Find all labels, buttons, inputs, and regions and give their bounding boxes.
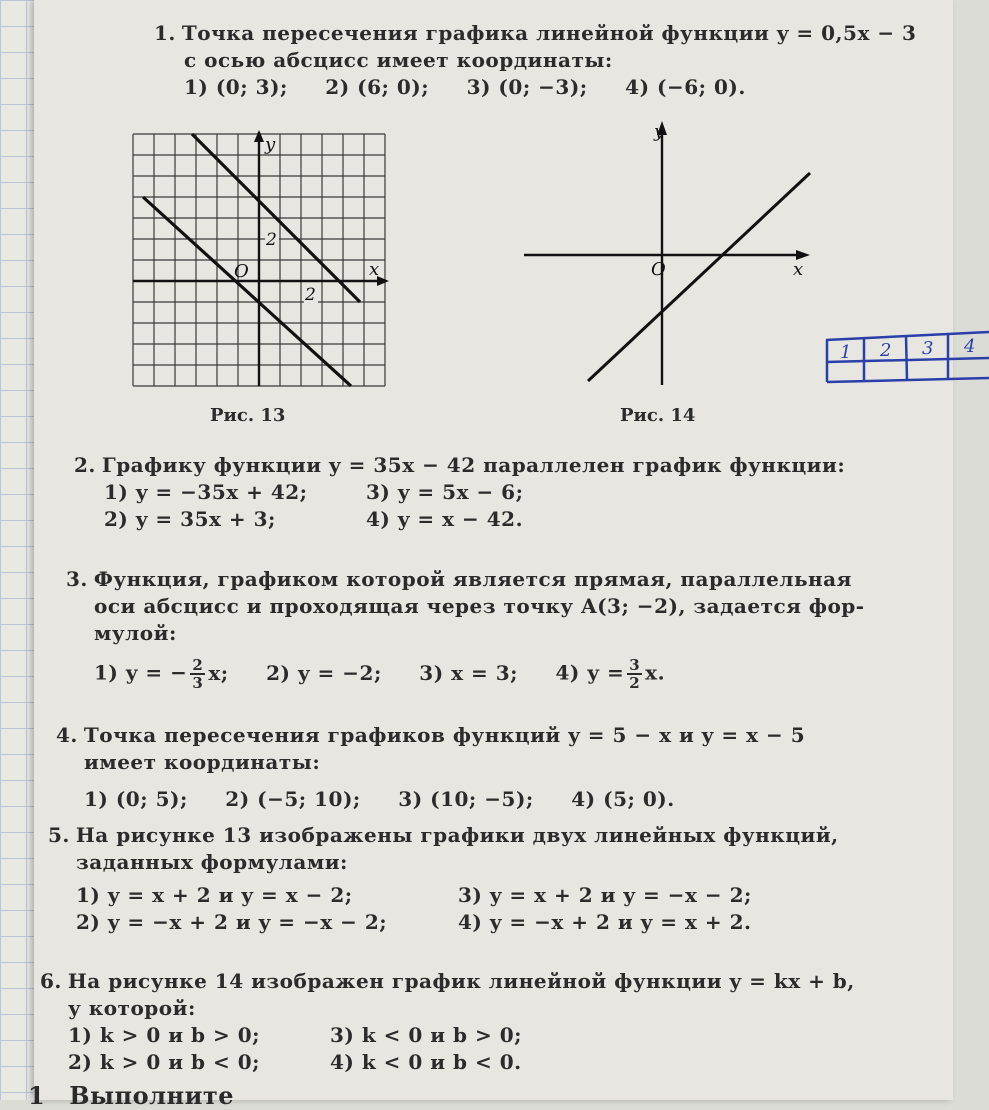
label-2y: 2 xyxy=(266,230,277,250)
option: 3) k < 0 и b > 0; xyxy=(330,1023,523,1047)
figure-14-graph xyxy=(514,115,814,395)
option: 3) y = 5x − 6; xyxy=(366,480,524,504)
label-y: y xyxy=(654,121,665,142)
answer-cell: 2 xyxy=(880,340,892,361)
option: 4) k < 0 и b < 0. xyxy=(330,1050,522,1074)
option: 3) (10; −5); xyxy=(398,787,534,811)
figure-13-graph xyxy=(129,130,389,390)
label-x: x xyxy=(369,259,380,280)
figure-14-caption: Рис. 14 xyxy=(620,405,696,426)
option: 4) y = x − 42. xyxy=(366,507,524,531)
question-1-options xyxy=(154,74,916,101)
option: 2) y = 35x + 3; xyxy=(104,507,276,531)
question-2: 2. Графику функции y = 35x − 42 параллелен график функции: 1) y = −35x + 42; 3) y = 5x − 6; 2) y = 35x + 3; 4) y = x − 42. xyxy=(74,453,846,531)
question-1-text-2: с осью абсцисс имеет координаты: xyxy=(184,48,613,72)
figure-13-caption: Рис. 13 xyxy=(210,405,286,426)
label-o: O xyxy=(651,259,666,280)
question-1: 1. Точка пересечения графика линейной функции y = 0,5x − 3 с осью абсцисс имеет координаты: 1) (0; 3); 2) (6; 0); 3) (0; −3); 4) (−6; 0). xyxy=(154,21,917,99)
question-5: 5. На рисунке 13 изображены графики двух линейных функций, заданных формулами: 1) y = x + 2 и y = x − 2; 3) y = x + 2 и y = −x − 2; 2) y = −x + 2 и y = −x − 2; 4) y = −x + 2 и y = x + 2. xyxy=(48,823,839,934)
next-task-cutoff: 1 Выполните xyxy=(28,1081,235,1110)
question-6: 6. На рисунке 14 изображен график линейной функции y = kx + b, у которой: 1) k > 0 и b > 0; 3) k < 0 и b > 0; 2) k > 0 и b < 0; 4) k < 0 и b < 0. xyxy=(40,969,855,1074)
question-3: 3. Функция, графиком которой является прямая, параллельная оси абсцисс и проходящая через точку A(3; −2), задается фор- мулой: 1) y = − $\frac{2}{3}$ x; 2) y = −2; 3) x = 3; 4) y = $\frac{3}{2}$ x. xyxy=(66,567,865,692)
answer-cell: 1 xyxy=(840,342,852,363)
option: 1) (0; 3); xyxy=(184,75,288,99)
option: 4) (5; 0). xyxy=(571,787,675,811)
textbook-page xyxy=(28,0,976,1110)
question-3-options: 1) y = − $\frac{2}{3}$ x; 2) y = −2; 3) x = 3; 4) y = $\frac{3}{2}$ x. xyxy=(94,656,666,692)
option: 3) y = x + 2 и y = −x − 2; xyxy=(458,883,752,907)
line-minus-x-minus-2 xyxy=(143,197,351,386)
option: 4) (−6; 0). xyxy=(625,75,746,99)
option: 4) y = −x + 2 и y = x + 2. xyxy=(458,910,752,934)
label-2x: 2 xyxy=(305,285,316,305)
option: 3) (0; −3); xyxy=(466,75,588,99)
fraction: $\frac{3}{2}$ xyxy=(629,656,641,692)
option: 1) y = x + 2 и y = x − 2; xyxy=(76,883,353,907)
option: 1) y = −35x + 42; xyxy=(104,480,308,504)
label-y: y xyxy=(265,134,276,155)
option: 3) x = 3; xyxy=(419,660,519,685)
option: 2) (−5; 10); xyxy=(225,787,361,811)
fraction: $\frac{2}{3}$ xyxy=(192,656,204,692)
option: 2) (6; 0); xyxy=(325,75,430,99)
answer-cell: 3 xyxy=(922,338,934,359)
question-1-text: Точка пересечения графика линейной функции y = 0,5x − 3 xyxy=(181,21,917,45)
answer-cell: 4 xyxy=(964,336,976,357)
option: 2) k > 0 и b < 0; xyxy=(68,1050,261,1074)
handwritten-answer-grid xyxy=(824,328,989,388)
option: 1) k > 0 и b > 0; xyxy=(68,1023,261,1047)
option: 1) (0; 5); xyxy=(84,787,188,811)
question-4: 4. Точка пересечения графиков функций y = 5 − x и y = x − 5 имеет координаты: 1) (0; 5); 2) (−5; 10); 3) (10; −5); 4) (5; 0). xyxy=(56,723,806,811)
option: 2) y = −2; xyxy=(266,660,382,685)
option: 2) y = −x + 2 и y = −x − 2; xyxy=(76,910,388,934)
label-x: x xyxy=(793,259,804,280)
label-o: O xyxy=(234,261,249,282)
line-kx-plus-b xyxy=(588,173,810,381)
